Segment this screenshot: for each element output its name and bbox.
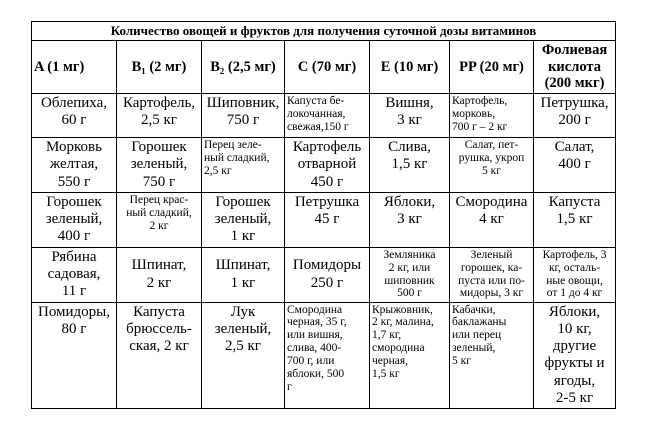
table-cell: Яблоки, 3 кг [370, 192, 450, 247]
title-row [32, 22, 616, 41]
header-folic-acid: Фолиевая кислота (200 мкг) [534, 41, 616, 94]
table-cell: Капуста 1,5 кг [534, 192, 616, 247]
table-cell: Помидоры, 80 г [32, 302, 117, 409]
table-cell: Кабачки, баклажаны или перец зеленый, 5 кг [450, 302, 534, 409]
table-row [32, 302, 616, 409]
header-vitamin-b1: B₁ (2 мг) [117, 41, 202, 94]
table-cell: Капуста брюссель- ская, 2 кг [117, 302, 202, 409]
table-cell: Смородина черная, 35 г, или вишня, слива, 400- 700 г, или яблоки, 500 г [285, 302, 370, 409]
table-cell: Горошек зеленый, 750 г [117, 138, 202, 193]
table-cell: Петрушка 45 г [285, 192, 370, 247]
table-cell: Крыжовник, 2 кг, малина, 1,7 кг, смородина черная, 1,5 кг [370, 302, 450, 409]
table-cell: Картофель, морковь, 700 г – 2 кг [450, 94, 534, 138]
table-cell: Облепиха, 60 г [32, 94, 117, 138]
table-cell: Горошек зеленый, 1 кг [202, 192, 285, 247]
table-cell: Слива, 1,5 кг [370, 138, 450, 193]
header-row [32, 41, 616, 94]
header-vitamin-e: E (10 мг) [370, 41, 450, 94]
table-cell: Шиповник, 750 г [202, 94, 285, 138]
table-cell: Капуста бе- локочанная, свежая,150 г [285, 94, 370, 138]
table-cell: Яблоки, 10 кг, другие фрукты и ягоды, 2-5 кг [534, 302, 616, 409]
table-cell: Горошек зеленый, 400 г [32, 192, 117, 247]
table-cell: Картофель, 3 кг, осталь- ные овощи, от 1 до 4 кг [534, 247, 616, 302]
header-vitamin-c: C (70 мг) [285, 41, 370, 94]
header-vitamin-pp: PP (20 мг) [450, 41, 534, 94]
header-vitamin-a: A (1 мг) [32, 41, 117, 94]
table-title: Количество овощей и фруктов для получения суточной дозы витаминов [32, 22, 616, 41]
table-cell: Рябина садовая, 11 г [32, 247, 117, 302]
table-row [32, 192, 616, 247]
table-row [32, 94, 616, 138]
table-cell: Салат, 400 г [534, 138, 616, 193]
table-cell: Зеленый горошек, ка- пуста или по- мидоры, 3 кг [450, 247, 534, 302]
vitamin-table [31, 21, 616, 409]
table-cell: Картофель, 2,5 кг [117, 94, 202, 138]
table-cell: Лук зеленый, 2,5 кг [202, 302, 285, 409]
header-vitamin-b2: B₂ (2,5 мг) [202, 41, 285, 94]
table-cell: Шпинат, 1 кг [202, 247, 285, 302]
table-cell: Перец зеле- ный сладкий, 2,5 кг [202, 138, 285, 193]
table-cell: Салат, пет- рушка, укроп 5 кг [450, 138, 534, 193]
table-row [32, 138, 616, 193]
table-cell: Помидоры 250 г [285, 247, 370, 302]
table-row [32, 247, 616, 302]
table-cell: Перец крас- ный сладкий, 2 кг [117, 192, 202, 247]
table-cell: Шпинат, 2 кг [117, 247, 202, 302]
table-cell: Земляника 2 кг, или шиповник 500 г [370, 247, 450, 302]
table-cell: Картофель отварной 450 г [285, 138, 370, 193]
table-cell: Петрушка, 200 г [534, 94, 616, 138]
table-cell: Смородина 4 кг [450, 192, 534, 247]
table-cell: Морковь желтая, 550 г [32, 138, 117, 193]
table-cell: Вишня, 3 кг [370, 94, 450, 138]
